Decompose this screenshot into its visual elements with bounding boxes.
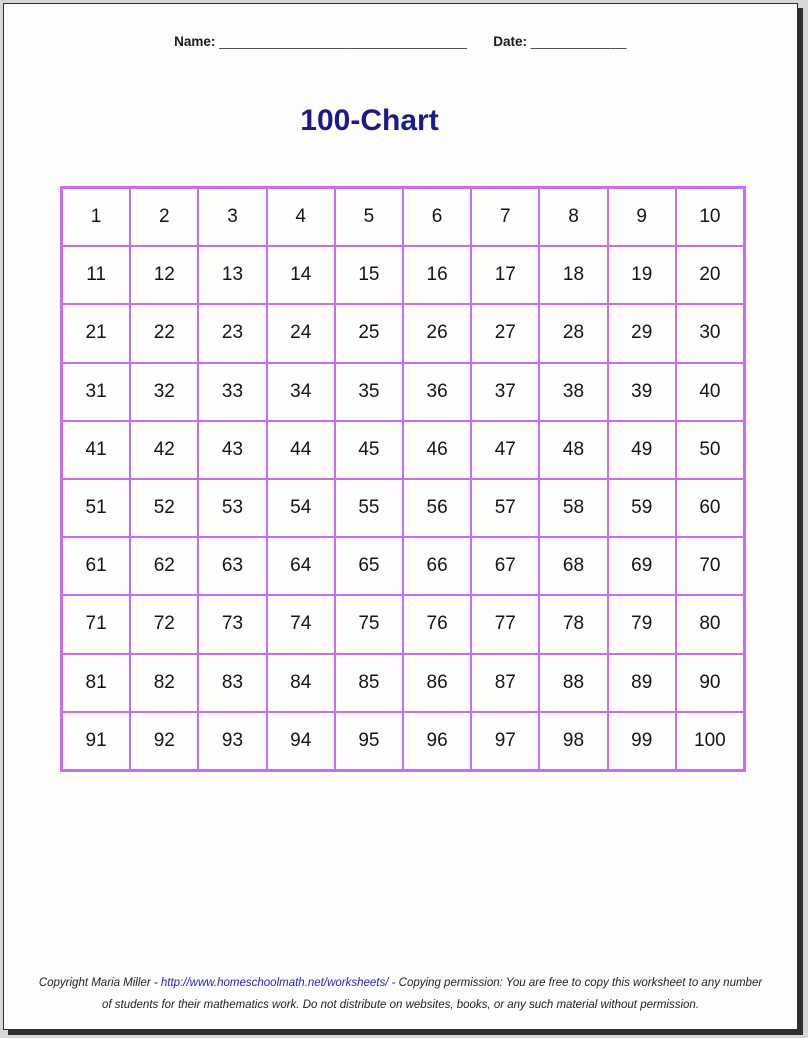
grid-cell: 52 (130, 479, 198, 537)
grid-cell: 96 (403, 712, 471, 770)
worksheet-page (3, 3, 798, 1030)
grid-cell: 45 (335, 421, 403, 479)
grid-cell: 89 (608, 654, 676, 712)
grid-cell: 46 (403, 421, 471, 479)
grid-cell: 39 (608, 363, 676, 421)
grid-cell: 53 (198, 479, 266, 537)
grid-cell: 56 (403, 479, 471, 537)
grid-cell: 33 (198, 363, 266, 421)
date-blank-line: ____________ (530, 34, 627, 49)
grid-cell: 69 (608, 537, 676, 595)
grid-cell: 67 (471, 537, 539, 595)
grid-cell: 15 (335, 246, 403, 304)
grid-cell: 47 (471, 421, 539, 479)
grid-cell: 7 (471, 188, 539, 246)
grid-cell: 88 (539, 654, 607, 712)
grid-cell: 4 (267, 188, 335, 246)
grid-cell: 13 (198, 246, 266, 304)
grid-cell: 5 (335, 188, 403, 246)
grid-cell: 44 (267, 421, 335, 479)
grid-cell: 6 (403, 188, 471, 246)
grid-cell: 21 (62, 304, 130, 362)
grid-cell: 94 (267, 712, 335, 770)
grid-cell: 12 (130, 246, 198, 304)
grid-cell: 82 (130, 654, 198, 712)
grid-cell: 81 (62, 654, 130, 712)
grid-cell: 2 (130, 188, 198, 246)
grid-cell: 11 (62, 246, 130, 304)
grid-cell: 60 (676, 479, 744, 537)
grid-cell: 68 (539, 537, 607, 595)
name-date-header (4, 34, 797, 49)
copyright-text (4, 973, 797, 1017)
grid-cell: 80 (676, 595, 744, 653)
grid-cell: 49 (608, 421, 676, 479)
grid-cell: 55 (335, 479, 403, 537)
grid-cell: 75 (335, 595, 403, 653)
grid-cell: 62 (130, 537, 198, 595)
grid-cell: 54 (267, 479, 335, 537)
grid-cell: 25 (335, 304, 403, 362)
grid-cell: 92 (130, 712, 198, 770)
grid-cell: 9 (608, 188, 676, 246)
grid-cell: 28 (539, 304, 607, 362)
grid-cell: 95 (335, 712, 403, 770)
grid-cell: 8 (539, 188, 607, 246)
grid-cell: 20 (676, 246, 744, 304)
grid-cell: 3 (198, 188, 266, 246)
hundred-chart-grid (60, 186, 746, 772)
grid-cell: 41 (62, 421, 130, 479)
grid-cell: 23 (198, 304, 266, 362)
name-blank-line: _______________________________ (219, 34, 468, 49)
copyright-link[interactable]: http://www.homeschoolmath.net/worksheets/ (160, 977, 389, 990)
grid-cell: 73 (198, 595, 266, 653)
grid-cell: 72 (130, 595, 198, 653)
grid-cell: 29 (608, 304, 676, 362)
grid-cell: 40 (676, 363, 744, 421)
grid-cell: 14 (267, 246, 335, 304)
grid-cell: 42 (130, 421, 198, 479)
copyright-suffix: - Copying permission: You are free to copy this worksheet to any number of students for their mathematics work. Do not distribute on websites, books, or any such material without permission. (102, 977, 763, 1012)
grid-cell: 1 (62, 188, 130, 246)
copyright-prefix: Copyright Maria Miller - (38, 977, 161, 990)
grid-cell: 61 (62, 537, 130, 595)
grid-cell: 90 (676, 654, 744, 712)
grid-cell: 76 (403, 595, 471, 653)
grid-cell: 26 (403, 304, 471, 362)
grid-cell: 98 (539, 712, 607, 770)
grid-cell: 71 (62, 595, 130, 653)
grid-cell: 79 (608, 595, 676, 653)
grid-cell: 43 (198, 421, 266, 479)
grid-cell: 84 (267, 654, 335, 712)
grid-cell: 50 (676, 421, 744, 479)
grid-cell: 64 (267, 537, 335, 595)
grid-cell: 78 (539, 595, 607, 653)
grid-cell: 97 (471, 712, 539, 770)
grid-cell: 87 (471, 654, 539, 712)
grid-cell: 86 (403, 654, 471, 712)
grid-cell: 24 (267, 304, 335, 362)
grid-cell: 27 (471, 304, 539, 362)
grid-cell: 74 (267, 595, 335, 653)
grid-cell: 32 (130, 363, 198, 421)
grid-cell: 16 (403, 246, 471, 304)
grid-cell: 66 (403, 537, 471, 595)
grid-cell: 77 (471, 595, 539, 653)
grid-cell: 22 (130, 304, 198, 362)
grid-cell: 36 (403, 363, 471, 421)
grid-cell: 59 (608, 479, 676, 537)
grid-cell: 37 (471, 363, 539, 421)
grid-cell: 38 (539, 363, 607, 421)
grid-cell: 30 (676, 304, 744, 362)
grid-cell: 63 (198, 537, 266, 595)
grid-cell: 70 (676, 537, 744, 595)
name-label: Name: (174, 34, 216, 49)
page-title: 100-Chart (300, 104, 439, 137)
grid-cell: 85 (335, 654, 403, 712)
grid-cell: 31 (62, 363, 130, 421)
date-label: Date: (493, 34, 527, 49)
grid-cell: 10 (676, 188, 744, 246)
grid-cell: 91 (62, 712, 130, 770)
grid-cell: 51 (62, 479, 130, 537)
grid-cell: 57 (471, 479, 539, 537)
grid-cell: 58 (539, 479, 607, 537)
grid-cell: 17 (471, 246, 539, 304)
grid-cell: 35 (335, 363, 403, 421)
grid-cell: 19 (608, 246, 676, 304)
grid-cell: 93 (198, 712, 266, 770)
grid-cell: 83 (198, 654, 266, 712)
grid-cell: 48 (539, 421, 607, 479)
grid-cell: 65 (335, 537, 403, 595)
grid-cell: 99 (608, 712, 676, 770)
grid-cell: 18 (539, 246, 607, 304)
grid-cell: 100 (676, 712, 744, 770)
grid-cell: 34 (267, 363, 335, 421)
